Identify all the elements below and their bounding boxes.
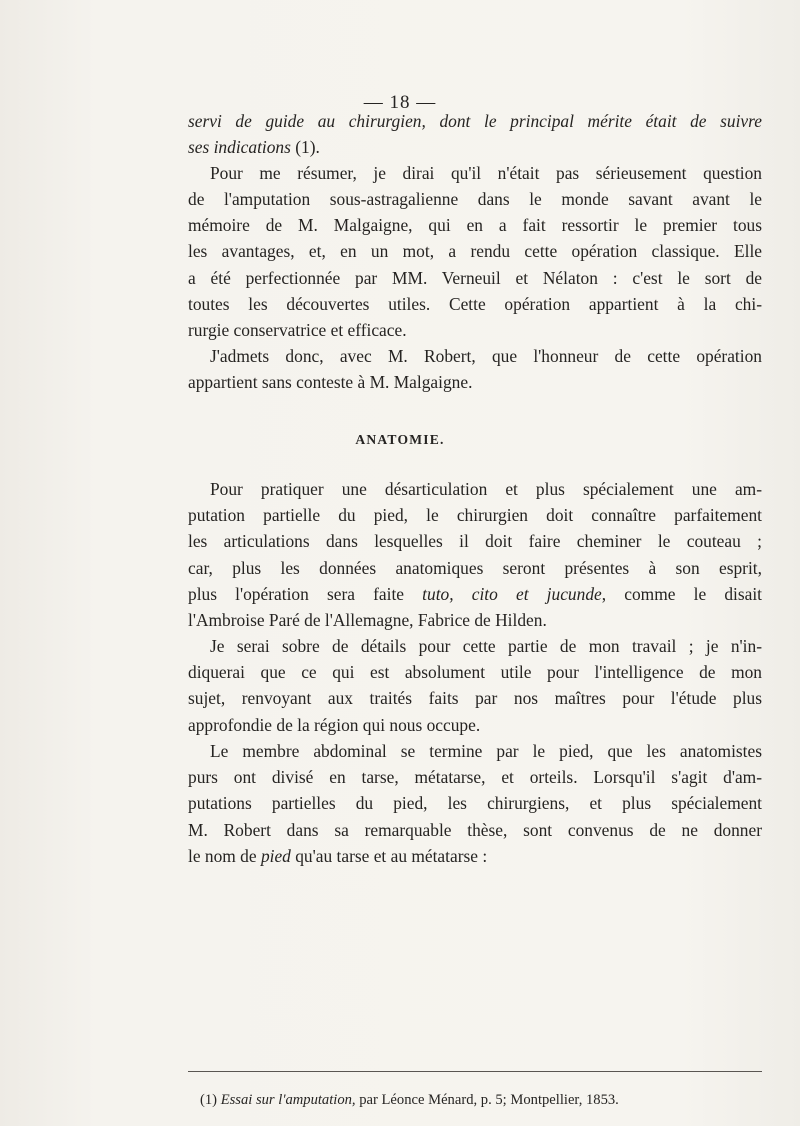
- text-line: Je serai sobre de détails pour cette partie de mon travail ; je n'in-: [210, 636, 762, 656]
- paragraph-anatomy-intro: [188, 476, 762, 633]
- text-line: le nom de pied qu'au tarse et au métatarse :: [188, 845, 488, 866]
- paragraph-summary: [188, 160, 762, 186]
- text-line: les avantages, et, en un mot, a rendu cette opération classique. Elle: [188, 241, 762, 262]
- paragraph-conclusion: [188, 343, 762, 395]
- text-line: approfondie de la région qui nous occupe.: [188, 714, 481, 735]
- text-line: a été perfectionnée par MM. Verneuil et Nélaton : c'est le sort de: [188, 267, 762, 288]
- text-line: plus l'opération sera faite tuto, cito et jucunde, comme le disait: [188, 583, 762, 604]
- footnote-rule: [188, 1071, 762, 1072]
- text-line: Le membre abdominal se termine par le pied, que les anatomistes: [210, 741, 762, 761]
- paragraph-method: [188, 633, 762, 738]
- footnote: [200, 1092, 760, 1109]
- text-line: putation partielle du pied, le chirurgien doit connaître parfaitement: [188, 505, 762, 526]
- text-line: Pour me résumer, je dirai qu'il n'était pas sérieusement question: [210, 163, 762, 183]
- footnote-citation: par Léonce Ménard, p. 5; Montpellier, 1853.: [359, 1092, 619, 1108]
- text-line: J'admets donc, avec M. Robert, que l'honneur de cette opération: [210, 346, 762, 366]
- text-line: rurgie conservatrice et efficace.: [188, 320, 407, 341]
- text-line: M. Robert dans sa remarquable thèse, sont convenus de ne donner: [188, 819, 762, 840]
- paragraph-summary-body: [188, 186, 762, 343]
- text-line: putations partielles du pied, les chirurgiens, et plus spécialement: [188, 793, 762, 814]
- latin-phrase: tuto, cito et jucunde: [422, 583, 602, 604]
- text-line: purs ont divisé en tarse, métatarse, et orteils. Lorsqu'il s'agit d'am-: [188, 767, 762, 788]
- text-line: ses indications (1).: [188, 137, 320, 158]
- text-line: les articulations dans lesquelles il doit faire cheminer le couteau ;: [188, 531, 762, 552]
- text-line: servi de guide au chirurgien, dont le principal mérite était de suivre: [188, 111, 762, 131]
- text-line: diquerai que ce qui est absolument utile pour l'intelligence de mon: [188, 662, 762, 683]
- italic-word: pied: [260, 845, 291, 866]
- text-line: toutes les découvertes utiles. Cette opération appartient à la chi-: [188, 293, 762, 314]
- paragraph-foot-definition: [188, 738, 762, 869]
- text-line: mémoire de M. Malgaigne, qui en a fait ressortir le premier tous: [188, 215, 762, 236]
- italic-phrase: ses indications: [188, 137, 291, 158]
- text-line: Pour pratiquer une désarticulation et plus spécialement une am-: [210, 479, 762, 499]
- text-line: car, plus les données anatomiques seront présentes à son esprit,: [188, 557, 762, 578]
- text-line: l'Ambroise Paré de l'Allemagne, Fabrice de Hilden.: [188, 610, 547, 631]
- text-line: appartient sans conteste à M. Malgaigne.: [188, 372, 473, 393]
- section-heading: ANATOMIE.: [355, 432, 445, 447]
- paragraph-continuation: [188, 108, 762, 160]
- footnote-title: Essai sur l'amputation,: [220, 1092, 356, 1108]
- text-line: sujet, renvoyant aux traités faits par nos maîtres pour l'étude plus: [188, 688, 762, 709]
- text-line: de l'amputation sous-astragalienne dans le monde savant avant le: [188, 189, 762, 209]
- page-number: — 18 —: [363, 92, 437, 113]
- footnote-marker: (1): [200, 1092, 218, 1108]
